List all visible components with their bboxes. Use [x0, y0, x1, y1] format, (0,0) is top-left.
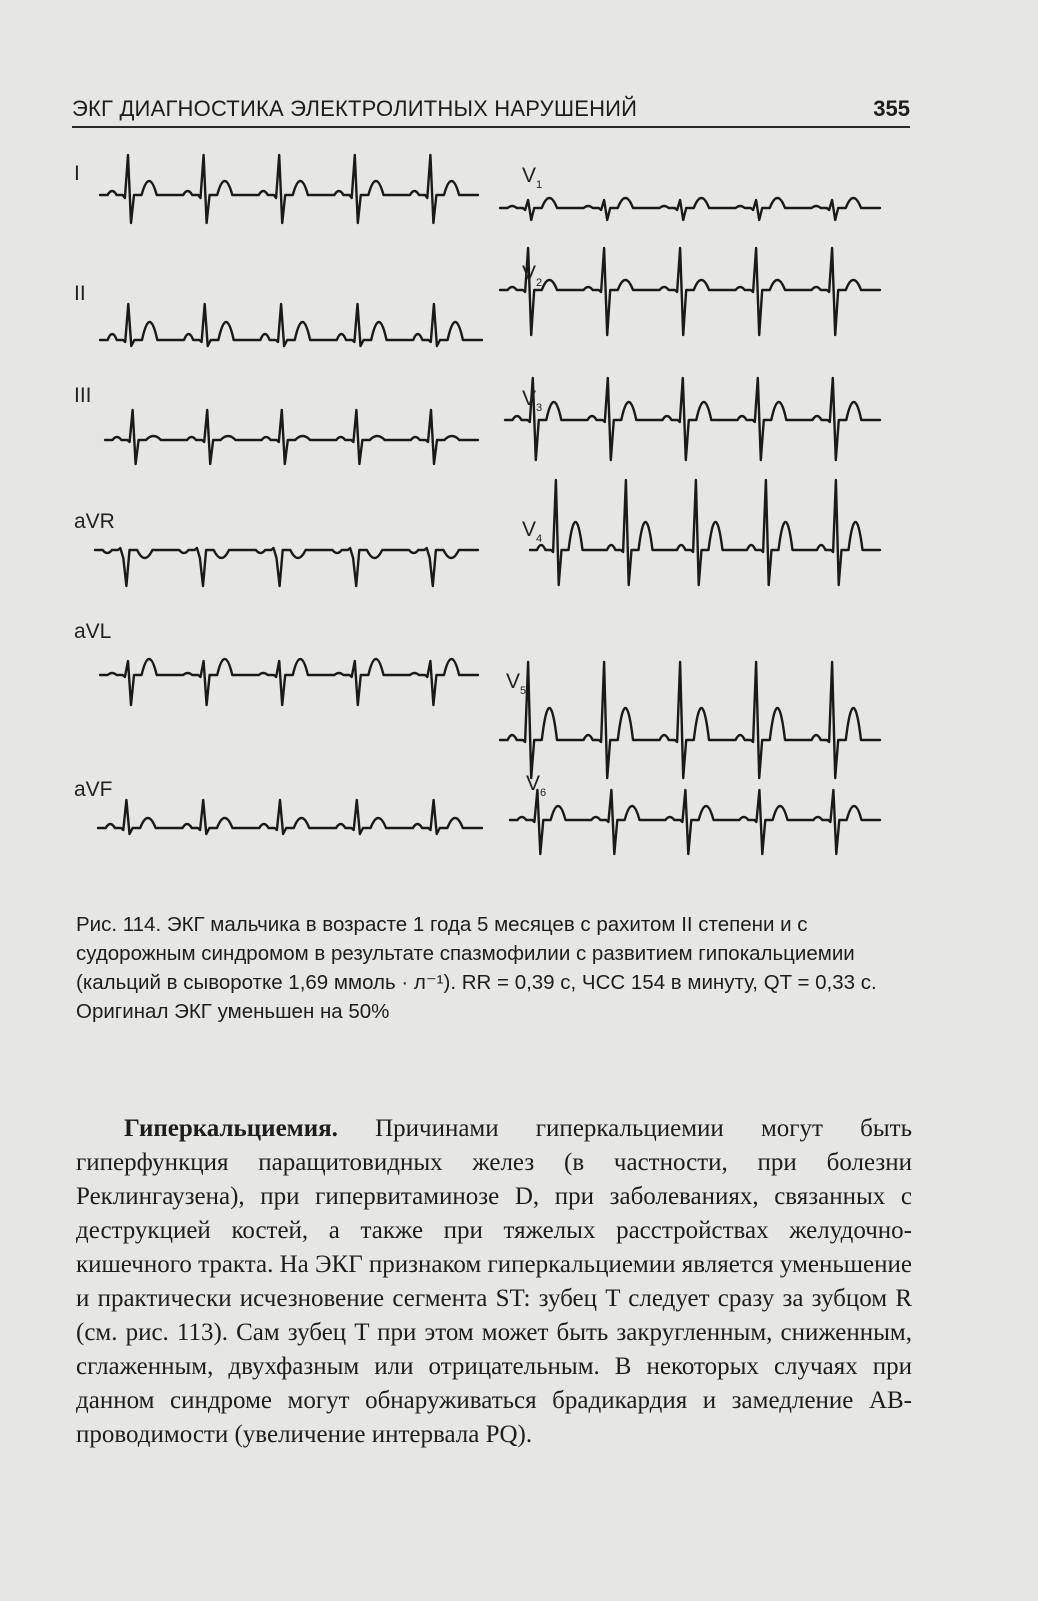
lead-label-v5: $V_5$: [506, 670, 527, 697]
trace-lead-v2: [500, 248, 880, 335]
trace-lead-v5: [500, 662, 880, 778]
body-paragraph: [76, 1112, 912, 1452]
lead-label-iii: III: [74, 384, 92, 407]
lead-label-ii: II: [74, 282, 86, 305]
lead-label-v1: $V_1$: [522, 164, 543, 191]
trace-lead-avl: [100, 659, 478, 705]
trace-lead-avf: [98, 800, 482, 834]
trace-lead-iii: [105, 410, 478, 464]
lead-label-avr: aVR: [74, 510, 115, 533]
paragraph-lead: Гиперкальциемия.: [124, 1115, 338, 1142]
trace-lead-i: [100, 155, 478, 223]
trace-lead-v4: [530, 480, 880, 585]
chapter-title: ЭКГ ДИАГНОСТИКА ЭЛЕКТРОЛИТНЫХ НАРУШЕНИЙ: [72, 96, 638, 121]
trace-lead-v1: [500, 198, 880, 220]
trace-lead-ii: [100, 304, 482, 346]
lead-label-v6: $V_6$: [526, 772, 547, 799]
trace-lead-avr: [95, 548, 478, 586]
lead-label-v4: $V_4$: [522, 518, 543, 545]
running-header: [72, 92, 910, 128]
paragraph-text: Причинами гиперкальциемии могут быть гиперфункция паращитовидных желез (в частности, при болезни Реклингаузена), при гипервитаминозе D, при заболеваниях, связанных с деструкцией костей, а также при тяжелых расстройствах желудочно-кишечного тракта. На ЭКГ признаком гиперкальциемии является уменьшение и практически исчезновение сегмента ST: зубец T следует сразу за зубцом R (см. рис. 113). Сам зубец T при этом может быть закругленным, сниженным, сглаженным, двухфазным или отрицательным. В некоторых случаях при данном синдроме могут обнаруживаться брадикардия и замедление АВ-проводимости (увеличение интервала PQ).: [76, 1115, 913, 1448]
lead-label-v3: $V_3$: [522, 387, 543, 414]
lead-label-avl: aVL: [74, 620, 112, 643]
page-number: 355: [873, 96, 910, 121]
lead-label-avf: aVF: [74, 778, 113, 801]
figure-caption: [76, 910, 912, 1026]
lead-label-i: I: [74, 162, 80, 185]
trace-lead-v6: [510, 790, 880, 854]
lead-label-v2: $V_2$: [522, 262, 543, 289]
trace-lead-v3: [505, 378, 880, 460]
caption-text: Рис. 114. ЭКГ мальчика в возрасте 1 года 5 месяцев с рахитом II степени и с судорожным синдромом в результате спазмофилии с развитием гипокальциемии (кальций в сыворотке 1,69 ммоль · л⁻¹). RR = 0,39 с, ЧСС 154 в минуту, QT = 0,33 с. Оригинал ЭКГ уменьшен на 50%: [76, 913, 877, 1023]
ecg-figure: [0, 150, 1038, 890]
